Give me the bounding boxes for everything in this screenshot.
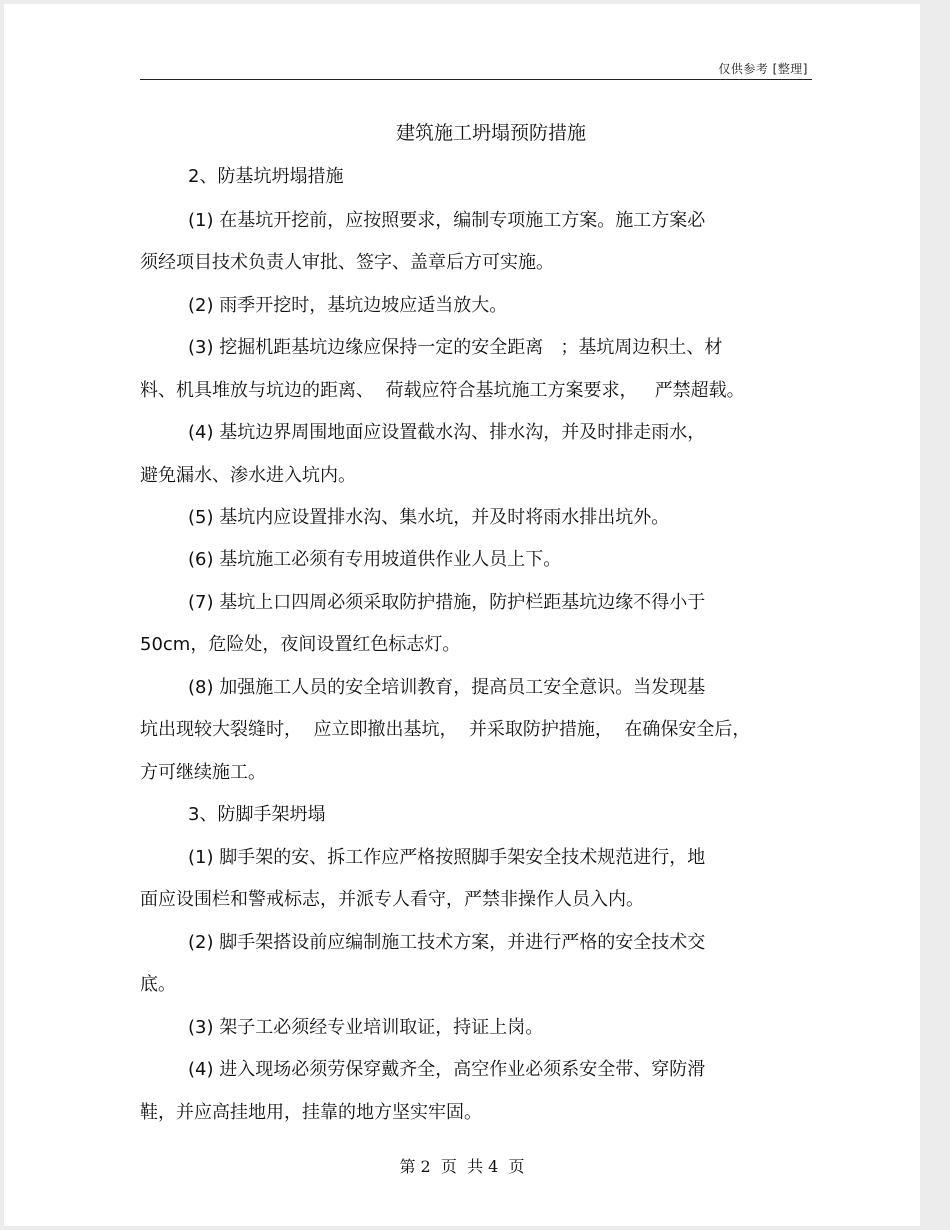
paragraph-line: (3) 架子工必须经专业培训取证，持证上岗。 (188, 1017, 544, 1038)
paragraph-line: (1) 脚手架的安、拆工作应严格按照脚手架安全技术规范进行，地 (188, 847, 706, 868)
paragraph-line: 方可继续施工。 (140, 762, 266, 783)
paragraph-line: 底。 (140, 974, 176, 995)
paragraph-line: (3) 挖掘机距基坑边缘应保持一定的安全距离 ；基坑周边积土、材 (188, 337, 723, 358)
paragraph-line: (5) 基坑内应设置排水沟、集水坑，并及时将雨水排出坑外。 (188, 507, 670, 528)
paragraph-line: 面应设围栏和警戒标志，并派专人看守，严禁非操作人员入内。 (140, 889, 644, 910)
paragraph-line: (4) 基坑边界周围地面应设置截水沟、排水沟，并及时排走雨水， (188, 422, 706, 443)
paragraph-line: (7) 基坑上口四周必须采取防护措施，防护栏距基坑边缘不得小于 (188, 592, 706, 613)
document-page (4, 4, 920, 1226)
section-heading: 3、防脚手架坍塌 (188, 804, 326, 825)
paragraph-line: (4) 进入现场必须劳保穿戴齐全，高空作业必须系安全带、穿防滑 (188, 1059, 706, 1080)
paragraph-line: (6) 基坑施工必须有专用坡道供作业人员上下。 (188, 549, 562, 570)
paragraph-line: (2) 脚手架搭设前应编制施工技术方案，并进行严格的安全技术交 (188, 932, 706, 953)
paragraph-line: (2) 雨季开挖时，基坑边坡应适当放大。 (188, 295, 508, 316)
document-title: 建筑施工坍塌预防措施 (395, 122, 586, 144)
paragraph-line: 坑出现较大裂缝时， 应立即撤出基坑， 并采取防护措施， 在确保安全后， (140, 719, 751, 740)
page-number-footer: 第 2 页 共 4 页 (399, 1157, 525, 1176)
header-rule (140, 79, 812, 80)
header-note: 仅供参考 [整理] (718, 62, 808, 76)
paragraph-line: 鞋，并应高挂地用，挂靠的地方坚实牢固。 (140, 1102, 482, 1123)
paragraph-line: 50cm，危险处，夜间设置红色标志灯。 (140, 634, 461, 655)
paragraph-line: 须经项目技术负责人审批、签字、盖章后方可实施。 (140, 252, 554, 273)
paragraph-line: (1) 在基坑开挖前，应按照要求，编制专项施工方案。施工方案必 (188, 210, 706, 231)
paragraph-line: 料、机具堆放与坑边的距离、 荷载应符合基坑施工方案要求， 严禁超载。 (140, 380, 745, 401)
paragraph-line: (8) 加强施工人员的安全培训教育，提高员工安全意识。当发现基 (188, 677, 706, 698)
section-heading: 2、防基坑坍塌措施 (188, 166, 344, 187)
paragraph-line: 避免漏水、渗水进入坑内。 (140, 465, 356, 486)
